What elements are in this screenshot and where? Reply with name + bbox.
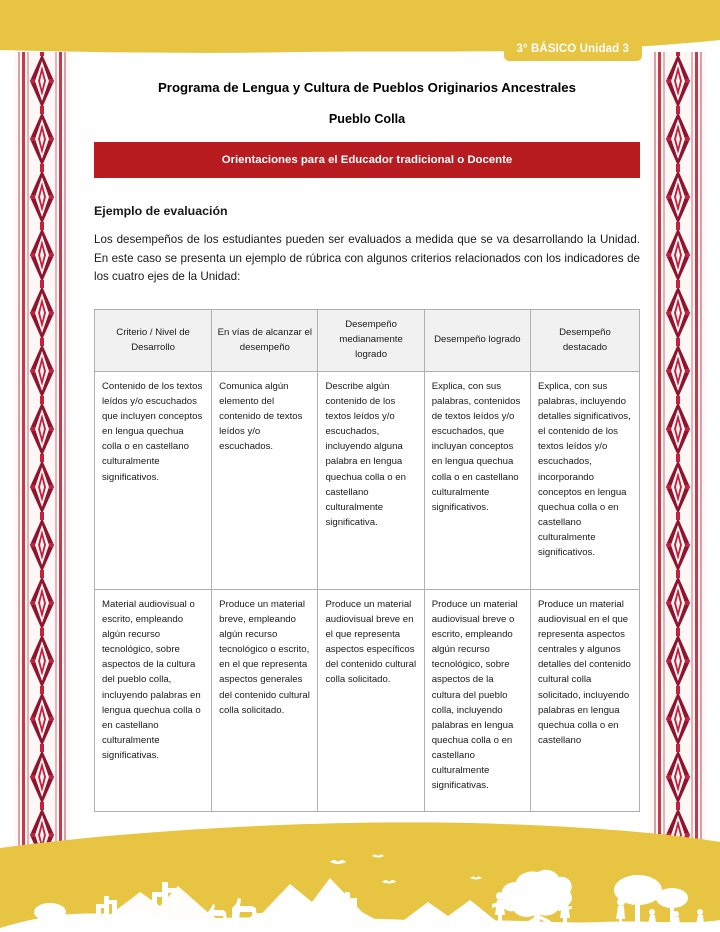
unit-badge: 3° BÁSICO Unidad 3 — [504, 38, 642, 61]
table-cell: Comunica algún elemento del contenido de textos leídos y/o escuchados. — [212, 371, 318, 589]
table-cell: Produce un material breve, empleando algún recurso tecnológico o escrito, en el que representa aspectos generales del contenido cultural colla solicitado. — [212, 589, 318, 811]
table-header-row — [95, 310, 640, 371]
table-cell: Produce un material audiovisual en el que representa aspectos centrales y algunos detalles del contenido cultural colla solicitado, incluyendo palabras en lengua quechua colla o en castellano — [530, 589, 639, 811]
section-intro-text: Los desempeños de los estudiantes pueden ser evaluados a medida que se va desarrollando la Unidad. En este caso se presenta un ejemplo de rúbrica con algunos criterios relacionados con los indicadores de los cuatro ejes de la Unidad: — [94, 232, 640, 284]
table-row — [95, 589, 640, 811]
textile-border-left — [14, 52, 70, 852]
table-cell: Material audiovisual o escrito, empleando algún recurso tecnológico, sobre aspectos de la cultura del pueblo colla, incluyendo palabras en lengua quechua colla o en castellano culturalmente significativas. — [95, 589, 212, 811]
orientation-banner: Orientaciones para el Educador tradicional o Docente — [94, 142, 640, 178]
table-cell: Produce un material audiovisual breve o escrito, empleando algún recurso tecnológico, sobre aspectos de la cultura del pueblo colla, incluyendo palabras en lengua quechua colla o en castellano culturalmente significativas. — [424, 589, 530, 811]
section-heading: Ejemplo de evaluación — [94, 203, 228, 218]
textile-border-right — [650, 52, 706, 852]
table-cell: Contenido de los textos leídos y/o escuchados que incluyen conceptos en lengua quechua colla o en castellano culturalmente significativos. — [95, 371, 212, 589]
column-header-criterio: Criterio / Nivel de Desarrollo — [95, 310, 212, 371]
table-cell: Explica, con sus palabras, contenidos de textos leídos y/o escuchados, que incluyan conceptos en lengua quechua colla o en castellano culturalmente significativos. — [424, 371, 530, 589]
page-title: Programa de Lengua y Cultura de Pueblos Originarios Ancestrales — [158, 80, 576, 95]
column-header-en-vias: En vías de alcanzar el desempeño — [212, 310, 318, 371]
document-content — [94, 78, 640, 812]
table-cell: Describe algún contenido de los textos leídos y/o escuchados, incluyendo alguna palabra en lengua quechua colla o en castellano culturalmente significativa. — [318, 371, 424, 589]
page-subtitle: Pueblo Colla — [328, 111, 406, 126]
table-cell: Produce un material audiovisual breve en el que representa aspectos específicos del contenido cultural colla solicitado. — [318, 589, 424, 811]
table-cell: Explica, con sus palabras, incluyendo detalles significativos, el contenido de los textos leídos y/o escuchados, incorporando conceptos en lengua quechua colla o en castellano culturalmente significativos. — [530, 371, 639, 589]
footer-landscape-illustration — [0, 820, 720, 932]
table-row — [95, 371, 640, 589]
rubric-table — [94, 309, 640, 811]
column-header-medianamente: Desempeño medianamente logrado — [318, 310, 424, 371]
column-header-destacado: Desempeño destacado — [530, 310, 639, 371]
column-header-logrado: Desempeño logrado — [424, 310, 530, 371]
